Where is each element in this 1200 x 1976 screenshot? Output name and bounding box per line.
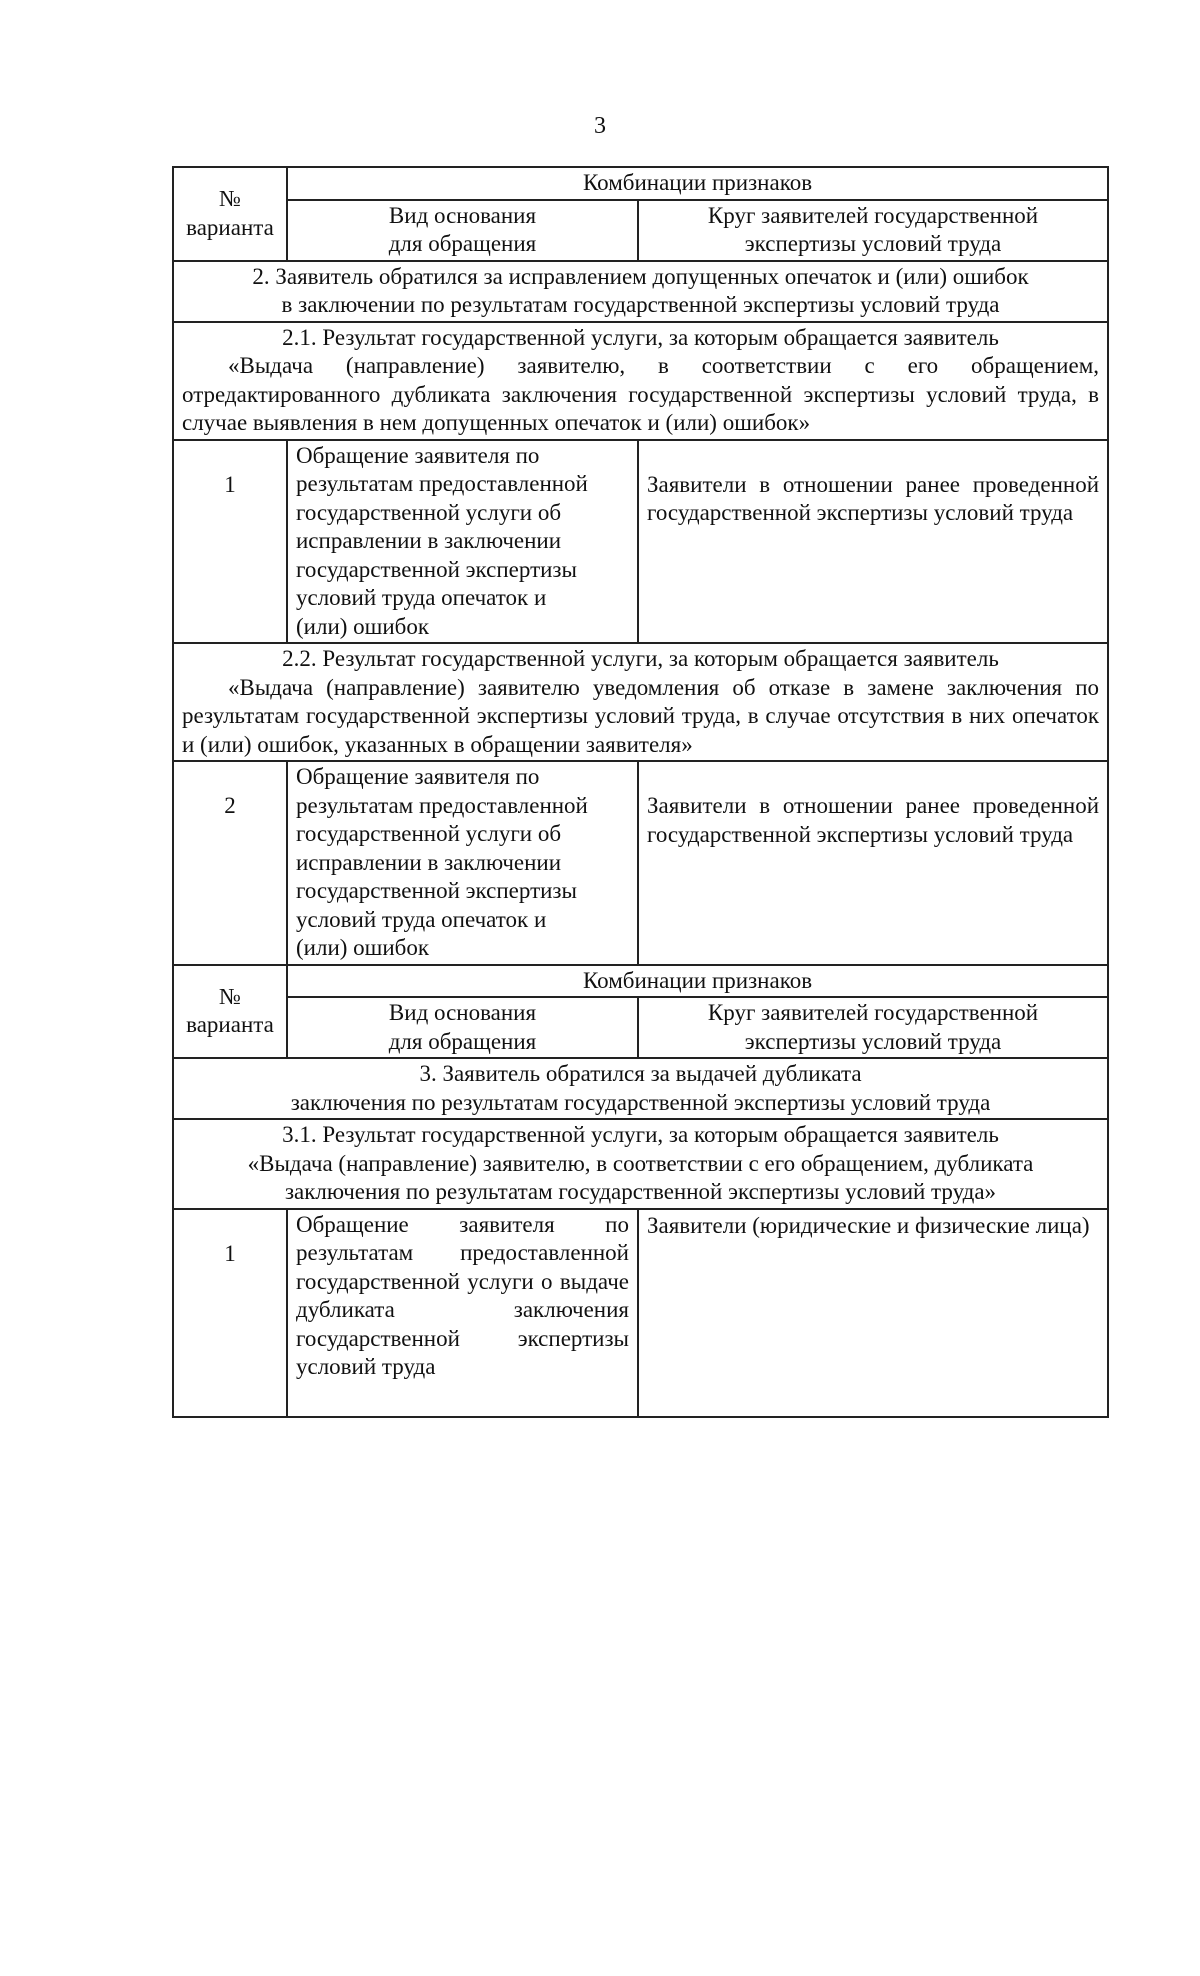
table-row bbox=[173, 761, 1108, 965]
subsection-3-1-heading: 3.1. Результат государственной услуги, за которым обращается заявитель bbox=[282, 1122, 999, 1147]
subsection-2-1-heading: 2.1. Результат государственной услуги, за которым обращается заявитель bbox=[282, 324, 999, 350]
subsection-3-1-text: «Выдача (направление) заявителю, в соответствии с его обращением, дубликата заключения по результатам государственной экспертизы условий труда» bbox=[247, 1150, 1034, 1204]
section-title-row bbox=[173, 261, 1108, 322]
basis-cell: Обращение заявителя по результатам предоставленной государственной услуги об исправлении в заключении государственной экспертизы условий труда опечаток и (или) ошибок bbox=[287, 761, 638, 965]
table-subheader-row bbox=[173, 997, 1108, 1058]
applicants-cell: Заявители в отношении ранее проведенной государственной экспертизы условий труда bbox=[638, 440, 1108, 644]
page-number: 3 bbox=[594, 113, 606, 139]
header-variant-number: № варианта bbox=[173, 167, 287, 261]
section-3-title: 3. Заявитель обратился за выдачей дубликата заключения по результатам государственной экспертизы условий труда bbox=[173, 1058, 1108, 1119]
variant-number: 1 bbox=[173, 440, 287, 644]
subsection-row bbox=[173, 322, 1108, 440]
subsection-2-2 bbox=[173, 643, 1108, 761]
subsection-row bbox=[173, 1119, 1108, 1209]
subsection-2-1 bbox=[173, 322, 1108, 440]
header-basis-type: Вид основания для обращения bbox=[287, 200, 638, 261]
header-applicant-circle: Круг заявителей государственной экспертизы условий труда bbox=[638, 200, 1108, 261]
section-2-title: 2. Заявитель обратился за исправлением допущенных опечаток и (или) ошибок в заключении по результатам государственной экспертизы условий труда bbox=[173, 261, 1108, 322]
subsection-3-1 bbox=[173, 1119, 1108, 1209]
header-basis-type: Вид основания для обращения bbox=[287, 997, 638, 1058]
header-variant-number: № варианта bbox=[173, 965, 287, 1059]
table-header-row bbox=[173, 167, 1108, 200]
subsection-2-2-text: «Выдача (направление) заявителю уведомления об отказе в замене заключения по результатам государственной экспертизы условий труда, в случае отсутствия в них опечаток и (или) ошибок, указанных в обращении заявителя» bbox=[182, 674, 1100, 757]
subsection-row bbox=[173, 643, 1108, 761]
header-applicant-circle: Круг заявителей государственной экспертизы условий труда bbox=[638, 997, 1108, 1058]
applicants-cell: Заявители (юридические и физические лица) bbox=[638, 1209, 1108, 1417]
variant-number: 2 bbox=[173, 761, 287, 965]
header-combinations: Комбинации признаков bbox=[287, 965, 1108, 998]
subsection-2-2-heading: 2.2. Результат государственной услуги, за которым обращается заявитель bbox=[282, 646, 999, 671]
subsection-2-1-text: «Выдача (направление) заявителю, в соответствии с его обращением, отредактированного дубликата заключения государственной экспертизы условий труда, в случае выявления в нем допущенных опечаток и (или) ошибок» bbox=[182, 353, 1100, 435]
section-title-row bbox=[173, 1058, 1108, 1119]
header-combinations: Комбинации признаков bbox=[287, 167, 1108, 200]
applicants-cell: Заявители в отношении ранее проведенной государственной экспертизы условий труда bbox=[638, 761, 1108, 965]
table-row bbox=[173, 1209, 1108, 1417]
table-subheader-row bbox=[173, 200, 1108, 261]
basis-cell: Обращение заявителя по результатам предоставленной государственной услуги о выдаче дубликата заключения государственной экспертизы условий труда bbox=[287, 1209, 638, 1417]
table-row bbox=[173, 440, 1108, 644]
basis-cell: Обращение заявителя по результатам предоставленной государственной услуги об исправлении в заключении государственной экспертизы условий труда опечаток и (или) ошибок bbox=[287, 440, 638, 644]
variants-table bbox=[172, 166, 1109, 1418]
variant-number: 1 bbox=[173, 1209, 287, 1417]
table-header-row bbox=[173, 965, 1108, 998]
